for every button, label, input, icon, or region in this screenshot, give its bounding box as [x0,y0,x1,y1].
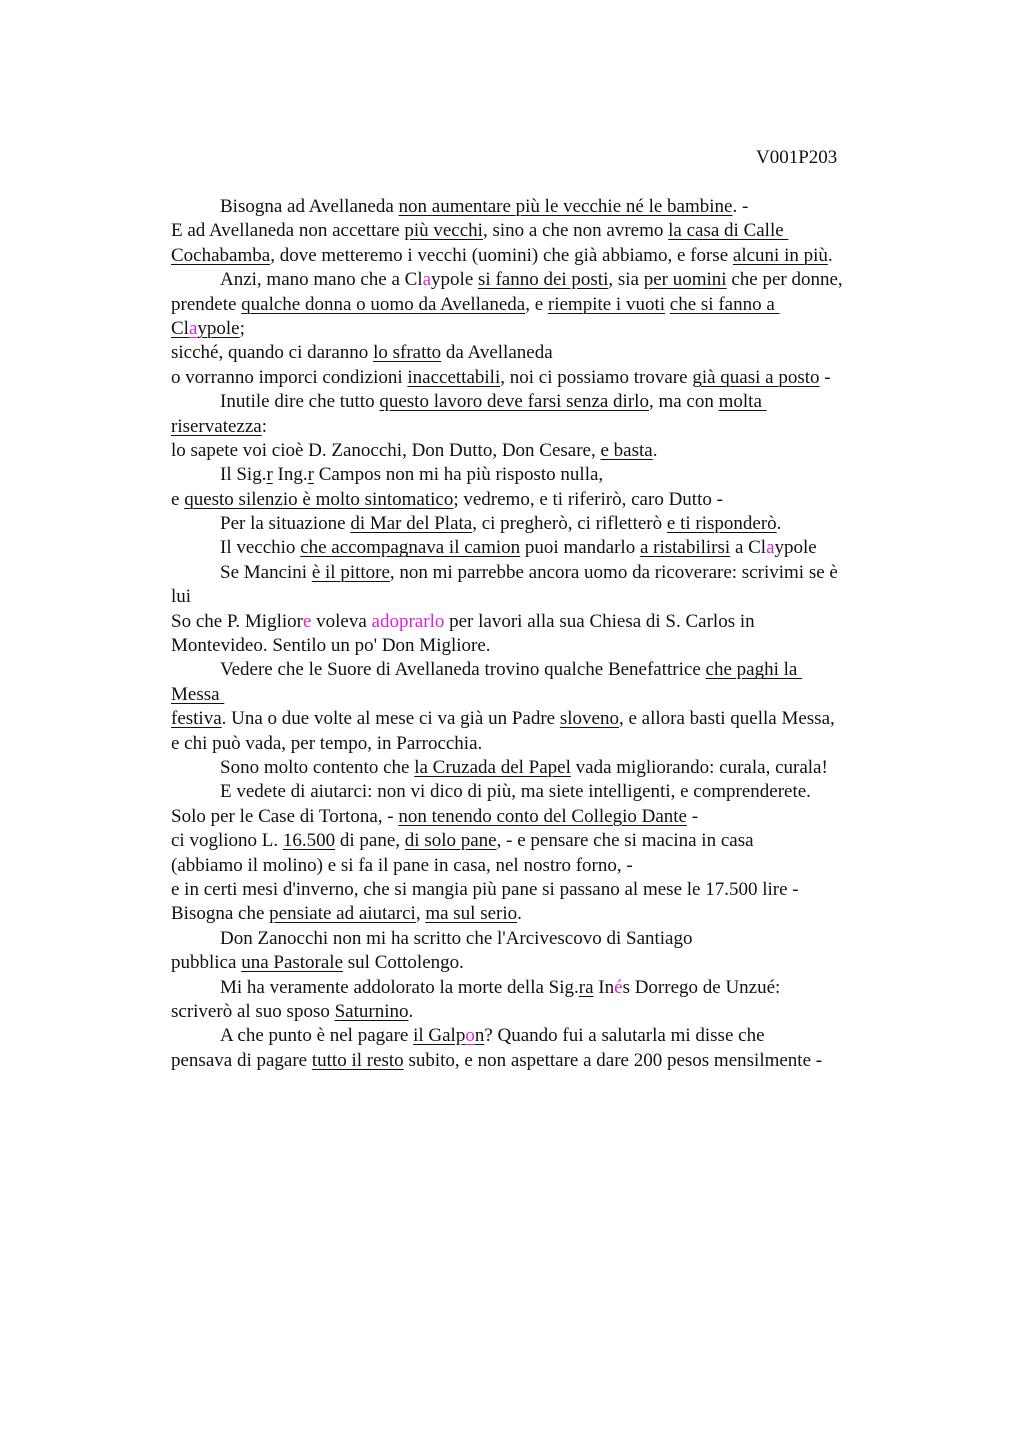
underlined-text: sloveno [559,708,619,730]
text-segment: (abbiamo il molino) e si fa il pane in casa, nel nostro forno, - [171,854,633,876]
text-segment: prendete [171,293,242,315]
text-line [171,707,911,731]
text-segment: . [652,439,658,461]
text-line [171,341,911,365]
underlined-text: qualche donna o uomo da Avellaneda [241,293,526,315]
text-line [171,756,911,780]
underlined-text: per uomini [643,269,727,291]
text-segment: e [171,488,185,510]
text-segment: , dove metteremo i vecchi (uomini) che già abbiamo, e forse [270,244,733,266]
text-segment: , e allora basti quella Messa, [618,708,835,730]
text-line [171,1049,911,1073]
highlighted-text: a [422,269,432,291]
highlighted-text: a [766,537,775,559]
text-segment: lo sapete voi cioè D. Zanocchi, Don Dutto, Don Cesare, [171,439,601,461]
text-segment: Campos non mi ha più risposto nulla, [313,464,604,486]
text-segment: lui [171,586,192,608]
text-segment: sul Cottolengo. [343,952,464,974]
text-segment: subito, e non aspettare a dare 200 pesos mensilmente - [403,1049,823,1071]
text-line [171,1000,911,1024]
text-segment: Solo per le Case di Tortona, - [171,805,399,827]
underlined-text: r [266,464,273,486]
text-segment: , sino a che non avremo [482,220,669,242]
text-segment: per lavori alla sua Chiesa di S. Carlos in [444,610,755,632]
text-segment: - [686,805,699,827]
text-segment: Il Sig. [220,464,267,486]
underlined-text: festiva [171,708,222,730]
underlined-text: riservatezza [171,415,262,437]
text-line [171,805,911,829]
highlighted-text: e [302,610,312,632]
text-segment: , sia [608,269,644,291]
underlined-text: 16.500 [282,830,336,852]
text-segment: vada migliorando: curala, curala! [570,756,828,778]
text-line [171,317,911,341]
text-segment: sicché, quando ci daranno [171,342,374,364]
text-segment: . [517,903,522,925]
text-segment: , e [525,293,548,315]
underlined-text: Messa [171,683,225,705]
letter-body [171,195,911,1073]
underlined-text: già quasi a posto [692,366,820,388]
underlined-text: n [474,1025,485,1047]
text-line [171,658,911,682]
underlined-text: Cl [171,317,189,339]
text-segment: So che P. Miglior [171,610,303,632]
text-segment: Mi ha veramente addolorato la morte della Sig. [220,976,579,998]
underlined-text: di solo pane [404,830,497,852]
text-line [171,463,911,487]
underlined-text: a ristabilirsi [639,537,731,559]
text-segment: s Dorrego de Unzué: [622,976,781,998]
underlined-text: più vecchi [404,220,483,242]
text-segment: Don Zanocchi non mi ha scritto che l'Arcivescovo di Santiago [220,927,693,949]
underlined-text: pensiate ad aiutarci [269,903,416,925]
text-line [171,488,911,512]
text-line [171,878,911,902]
text-segment: Inutile dire che tutto [220,391,380,413]
text-segment: pensava di pagare [171,1049,312,1071]
underlined-text: non aumentare più le vecchie né le bambine [398,196,733,217]
underlined-text: è il pittore [311,561,390,583]
text-line [171,195,911,219]
text-line [171,244,911,268]
text-line [171,732,911,756]
text-line [171,829,911,853]
text-segment: , ma con [648,391,719,413]
text-line [171,927,911,951]
underlined-text: non tenendo conto del Collegio Dante [398,805,687,827]
text-line [171,951,911,975]
text-segment: Bisogna che [171,903,270,925]
text-line [171,512,911,536]
underlined-text: di Mar del Plata [350,513,473,535]
text-line [171,415,911,439]
underlined-text: Saturnino [334,1000,409,1022]
text-segment: pubblica [171,952,242,974]
underlined-text: la Cruzada del Papel [414,756,571,778]
text-segment: ; [239,317,245,339]
page-identifier: V001P203 [756,147,838,168]
text-segment: a Cl [730,537,767,559]
text-segment: Anzi, mano mano che a Cl [220,269,423,291]
text-line [171,536,911,560]
text-line [171,366,911,390]
text-segment: Il vecchio [220,537,301,559]
text-segment: ypole [774,537,817,559]
underlined-text: a [188,317,198,339]
underlined-text: la casa di Calle [668,220,789,242]
underlined-text: alcuni in più [732,244,828,266]
underlined-text: Cochabamba [171,244,271,266]
text-segment: A che punto è nel pagare [220,1025,414,1047]
text-segment: , non mi parrebbe ancora uomo da ricoverare: scrivimi se è [389,561,838,583]
text-segment: da Avellaneda [441,342,553,364]
underlined-text: tutto il resto [311,1049,404,1071]
text-segment: E vedete di aiutarci: non vi dico di più, ma siete intelligenti, e comprenderete. [220,781,811,803]
text-line [171,585,911,609]
text-line [171,854,911,878]
text-segment: Bisogna ad Avellaneda [220,196,399,217]
text-segment: , ci pregherò, ci rifletterò [472,513,667,535]
text-segment: . [408,1000,414,1022]
text-segment: ypole [431,269,479,291]
underlined-text: ma sul serio [425,903,518,925]
text-segment: Se Mancini [220,561,312,583]
text-segment: Montevideo. Sentilo un po' Don Migliore. [171,635,491,657]
text-segment: . - [732,196,749,217]
underlined-text: ypole [197,317,240,339]
text-segment: di pane, [335,830,405,852]
text-line [171,780,911,804]
text-segment: , - e pensare che si macina in casa [496,830,754,852]
underlined-text: questo silenzio è molto sintomatico [184,488,454,510]
text-segment: che per donne, [726,269,843,291]
text-segment: In [593,976,615,998]
text-line [171,561,911,585]
text-segment: ? Quando fui a salutarla mi disse che [484,1025,765,1047]
underlined-text: o [465,1025,475,1047]
text-line [171,293,911,317]
text-segment: . Una o due volte al mese ci va già un Padre [221,708,560,730]
text-segment: E ad Avellaneda non accettare [171,220,405,242]
text-line [171,268,911,292]
text-line [171,1024,911,1048]
underlined-text: una Pastorale [241,952,344,974]
highlighted-text: é [614,976,623,998]
underlined-text: che paghi la [705,659,803,681]
text-line [171,390,911,414]
text-segment: . [776,513,782,535]
underlined-text: lo sfratto [373,342,442,364]
text-line [171,902,911,926]
text-segment: scriverò al suo sposo [171,1000,335,1022]
text-segment: Per la situazione [220,513,351,535]
text-segment: o vorranno imporci condizioni [171,366,408,388]
text-segment: voleva [311,610,372,632]
text-segment: . [827,244,833,266]
underlined-text: molta [718,391,767,413]
underlined-text: inaccettabili [407,366,501,388]
underlined-text: riempite i vuoti [547,293,666,315]
text-segment: , [415,903,426,925]
underlined-text: questo lavoro deve farsi senza dirlo [379,391,649,413]
underlined-text: che si fanno a [669,293,780,315]
text-segment: Sono molto contento che [220,756,415,778]
text-segment: e chi può vada, per tempo, in Parrocchia. [171,732,483,754]
highlighted-text: adoprarlo [371,610,445,632]
text-segment: ci vogliono L. [171,830,283,852]
text-line [171,219,911,243]
underlined-text: r [307,464,314,486]
text-segment: puoi mandarlo [520,537,640,559]
text-line [171,439,911,463]
text-line [171,610,911,634]
text-line [171,634,911,658]
text-segment: : [261,415,267,437]
underlined-text: che accompagnava il camion [300,537,521,559]
underlined-text: il Galp [413,1025,466,1047]
underlined-text: si fanno dei posti [478,269,609,291]
text-segment: e in certi mesi d'inverno, che si mangia più pane si passano al mese le 17.500 lire - [171,878,799,900]
text-segment: ; vedremo, e ti riferirò, caro Dutto - [453,488,723,510]
text-segment: Ing. [272,464,308,486]
underlined-text: ra [578,976,594,998]
underlined-text: e ti risponderò [666,513,777,535]
text-segment: - [819,366,831,388]
text-segment: Vedere che le Suore di Avellaneda trovino qualche Benefattrice [220,659,706,681]
text-line [171,976,911,1000]
underlined-text: e basta [600,439,653,461]
text-line [171,683,911,707]
text-segment: , noi ci possiamo trovare [500,366,693,388]
